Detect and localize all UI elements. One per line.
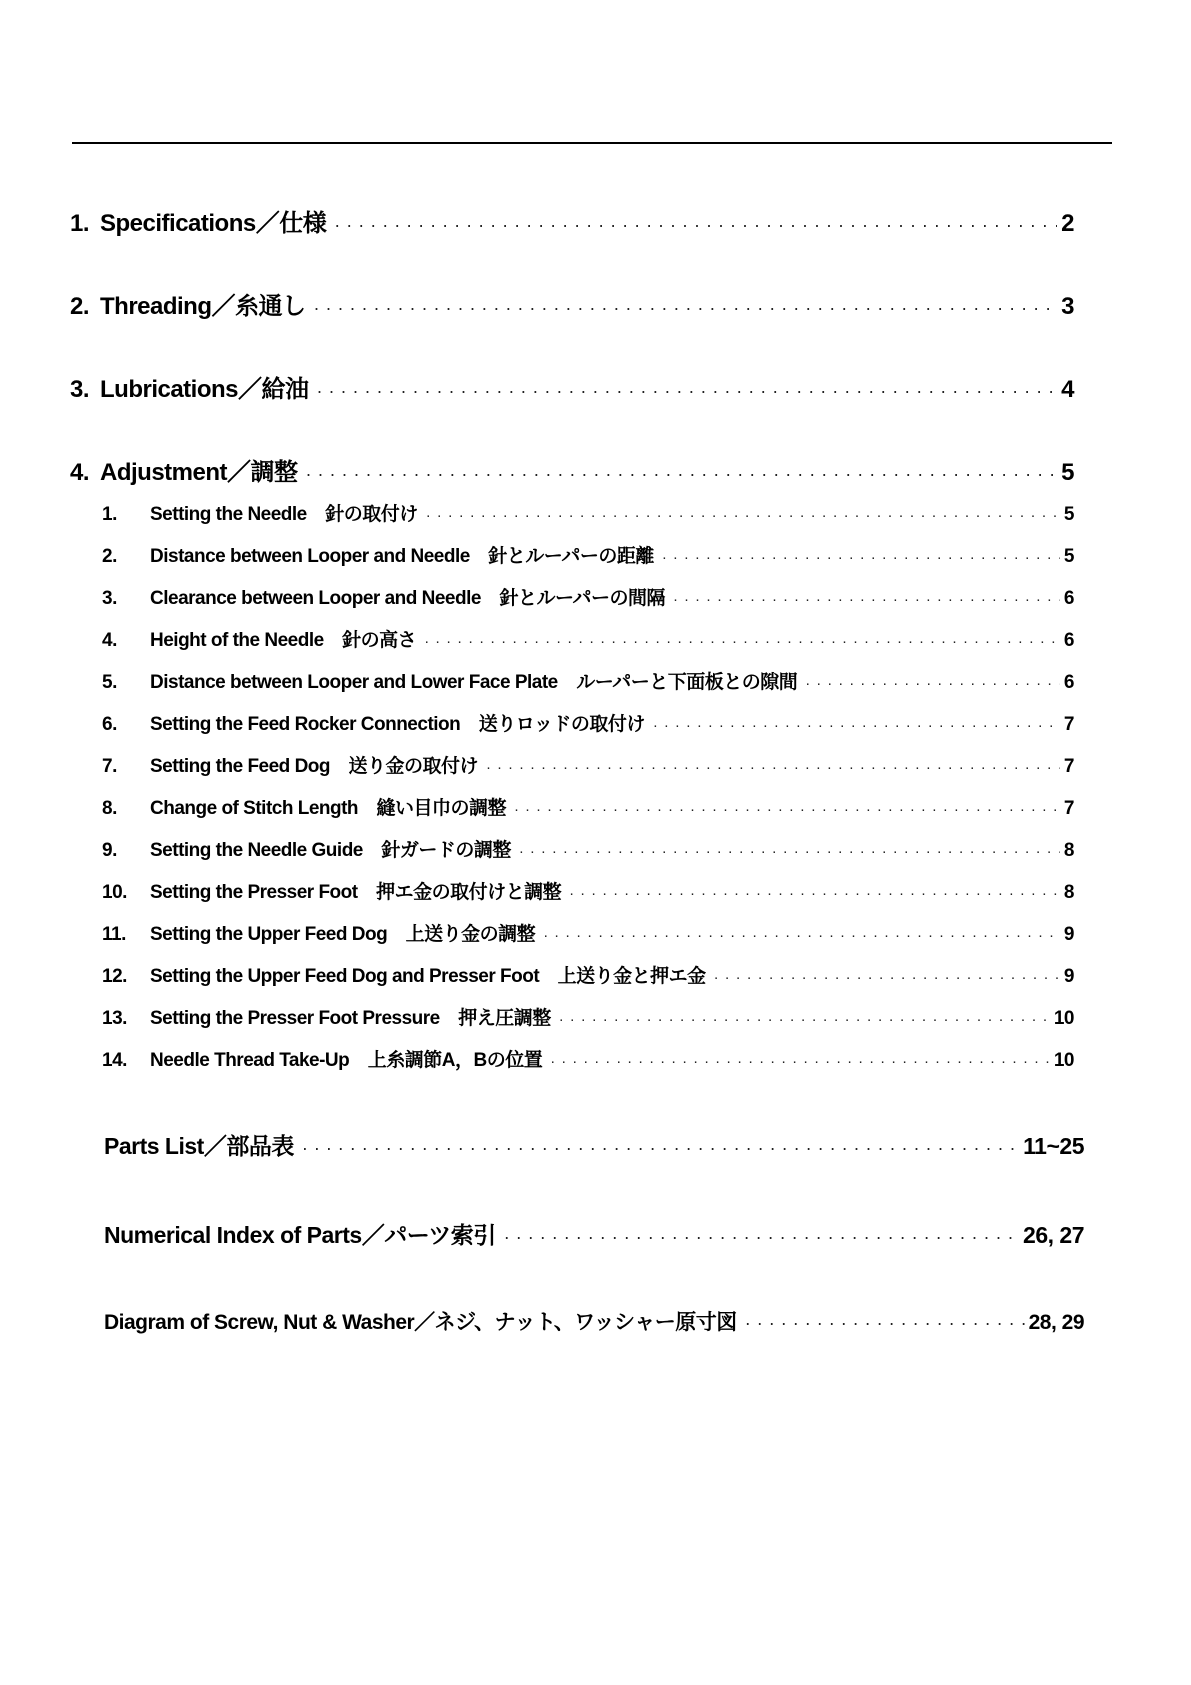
entry-page: 8 xyxy=(1063,882,1074,903)
top-rule xyxy=(72,142,1112,144)
entry-title: Setting the Upper Feed Dog and Presser Foot 上送り金と押エ金 xyxy=(150,966,706,987)
dot-leader xyxy=(673,591,1060,608)
dot-leader xyxy=(334,215,1057,236)
entry-page: 6 xyxy=(1063,588,1074,609)
entry-page: 9 xyxy=(1063,966,1074,987)
dot-leader xyxy=(317,381,1058,402)
toc-subentry[interactable] xyxy=(102,877,1074,904)
entry-number: 1. xyxy=(102,504,117,525)
entry-title: Setting the Needle Guide 針ガードの調整 xyxy=(150,840,511,861)
toc-subentry[interactable] xyxy=(102,499,1074,526)
entry-title: Setting the Needle 針の取付け xyxy=(150,504,418,525)
entry-number: 3. xyxy=(102,588,117,609)
entry-title: Setting the Upper Feed Dog 上送り金の調整 xyxy=(150,924,536,945)
entry-title: Parts List／部品表 xyxy=(104,1133,294,1159)
entry-page: 11~25 xyxy=(1023,1133,1084,1159)
entry-page: 7 xyxy=(1063,714,1074,735)
dot-leader xyxy=(302,1138,1019,1159)
entry-page: 7 xyxy=(1063,756,1074,777)
dot-leader xyxy=(653,717,1060,734)
dot-leader xyxy=(306,464,1058,485)
entry-title: Distance between Looper and Needle 針とルーパーの距離 xyxy=(150,546,654,567)
entry-title: Specifications／仕様 xyxy=(100,210,327,237)
entry-number: 1. xyxy=(70,210,90,237)
dot-leader xyxy=(559,1011,1050,1028)
entry-page: 6 xyxy=(1063,672,1074,693)
entry-title: Needle Thread Take-Up 上糸調節A，Bの位置 xyxy=(150,1050,543,1071)
dot-leader xyxy=(519,843,1060,860)
toc-entry-parts-list[interactable] xyxy=(104,1128,1084,1161)
entry-page: 5 xyxy=(1061,459,1074,486)
entry-page: 2 xyxy=(1061,210,1074,237)
dot-leader xyxy=(426,507,1060,524)
entry-page: 9 xyxy=(1063,924,1074,945)
entry-number: 4. xyxy=(102,630,117,651)
entry-number: 10. xyxy=(102,882,127,903)
entry-number: 9. xyxy=(102,840,117,861)
toc-subentry[interactable] xyxy=(102,667,1074,694)
toc-entry-diagram-screw-nut-washer[interactable] xyxy=(104,1306,1084,1336)
entry-page: 8 xyxy=(1063,840,1074,861)
entry-title: Diagram of Screw, Nut & Washer／ネジ、ナット、ワッシャー原寸図 xyxy=(104,1311,737,1334)
entry-page: 10 xyxy=(1053,1008,1074,1029)
entry-title: Setting the Presser Foot Pressure 押え圧調整 xyxy=(150,1008,551,1029)
entry-title: Distance between Looper and Lower Face Plate ルーパーと下面板との隙間 xyxy=(150,672,798,693)
entry-title: Clearance between Looper and Needle 針とルーパーの間隔 xyxy=(150,588,665,609)
toc-entry-lubrications[interactable] xyxy=(70,369,1074,404)
entry-number: 2. xyxy=(70,293,90,320)
dot-leader xyxy=(569,885,1060,902)
dot-leader xyxy=(486,759,1060,776)
entry-page: 26, 27 xyxy=(1023,1222,1084,1248)
entry-number: 14. xyxy=(102,1050,127,1071)
toc-entry-adjustment[interactable] xyxy=(70,452,1074,487)
entry-page: 28, 29 xyxy=(1028,1311,1084,1334)
entry-number: 11. xyxy=(102,924,126,945)
dot-leader xyxy=(424,633,1060,650)
entry-number: 3. xyxy=(70,376,90,403)
dot-leader xyxy=(805,675,1060,692)
entry-title: Setting the Feed Rocker Connection 送りロッドの取付け xyxy=(150,714,645,735)
toc-subentry[interactable] xyxy=(102,1045,1074,1072)
entry-number: 7. xyxy=(102,756,117,777)
toc-subentry[interactable] xyxy=(102,793,1074,820)
toc-entry-numerical-index[interactable] xyxy=(104,1217,1084,1250)
entry-number: 2. xyxy=(102,546,117,567)
entry-title: Adjustment／調整 xyxy=(100,459,298,486)
toc-subentry[interactable] xyxy=(102,709,1074,736)
entry-page: 10 xyxy=(1053,1050,1074,1071)
entry-number: 6. xyxy=(102,714,117,735)
dot-leader xyxy=(662,549,1060,566)
toc-subentry[interactable] xyxy=(102,919,1074,946)
toc-subentry[interactable] xyxy=(102,541,1074,568)
entry-title: Change of Stitch Length 縫い目巾の調整 xyxy=(150,798,507,819)
entry-number: 13. xyxy=(102,1008,127,1029)
dot-leader xyxy=(550,1053,1050,1070)
entry-title: Lubrications／給油 xyxy=(100,376,309,403)
entry-number: 8. xyxy=(102,798,117,819)
dot-leader xyxy=(745,1313,1025,1334)
entry-title: Height of the Needle 針の高さ xyxy=(150,630,417,651)
dot-leader xyxy=(504,1227,1019,1248)
toc-entry-threading[interactable] xyxy=(70,286,1074,321)
entry-page: 5 xyxy=(1063,546,1074,567)
toc-subentry[interactable] xyxy=(102,751,1074,778)
entry-title: Setting the Presser Foot 押エ金の取付けと調整 xyxy=(150,882,562,903)
entry-page: 4 xyxy=(1061,376,1074,403)
entry-page: 5 xyxy=(1063,504,1074,525)
toc-subentry[interactable] xyxy=(102,625,1074,652)
entry-number: 4. xyxy=(70,459,90,486)
entry-page: 7 xyxy=(1063,798,1074,819)
entry-number: 12. xyxy=(102,966,127,987)
toc-entry-specifications[interactable] xyxy=(70,203,1074,238)
dot-leader xyxy=(314,298,1058,319)
entry-page: 6 xyxy=(1063,630,1074,651)
toc-subentry[interactable] xyxy=(102,961,1074,988)
entry-number: 5. xyxy=(102,672,117,693)
dot-leader xyxy=(514,801,1060,818)
entry-title: Numerical Index of Parts／パーツ索引 xyxy=(104,1222,496,1248)
entry-title: Setting the Feed Dog 送り金の取付け xyxy=(150,756,479,777)
toc-subentry[interactable] xyxy=(102,835,1074,862)
dot-leader xyxy=(543,927,1060,944)
dot-leader xyxy=(714,969,1060,986)
toc-subentry[interactable] xyxy=(102,583,1074,610)
entry-page: 3 xyxy=(1061,293,1074,320)
entry-title: Threading／糸通し xyxy=(100,293,306,320)
toc-subentry[interactable] xyxy=(102,1003,1074,1030)
